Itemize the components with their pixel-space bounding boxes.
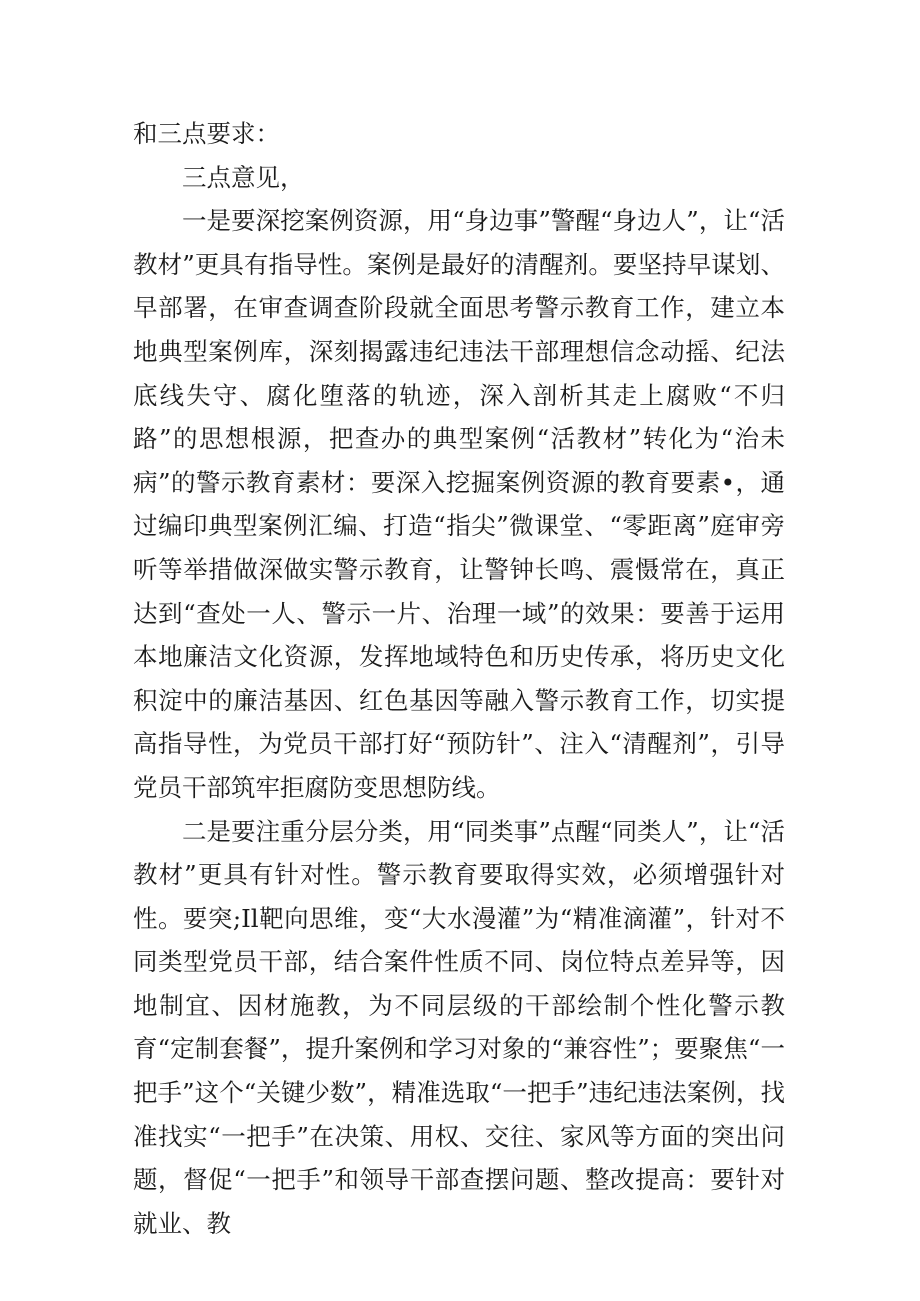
paragraph-2: 二是要注重分层分类，用“同类事”点醒“同类人”，让“活教材”更具有针对性。警示教育要取得实效，必须增强针对性。要突;Il靶向思维，变“大水漫灌”为“精准滴灌”，针对不同类型党员干部，结合案件性质不同、岗位特点差异等，因地制宜、因材施教，为不同层级的干部绘制个性化警示教育“定制套餐”，提升案例和学习对象的“兼容性”；要聚焦“一把手”这个“关键少数”，精准选取“一把手”违纪违法案例，找准找实“一把手”在决策、用权、交往、家风等方面的突出问题，督促“一把手”和领导干部查摆问题、整改提高：要针对就业、教 [133, 816, 785, 1238]
document-body [133, 112, 785, 1245]
intro-line: 和三点要求： [133, 119, 280, 148]
paragraph-1: 一是要深挖案例资源，用“身边事”警醒“身边人”，让“活教材”更具有指导性。案例是最好的清醒剂。要坚持早谋划、早部署，在审查调查阶段就全面思考警示教育工作，建立本地典型案例库，深刻揭露违纪违法干部理想信念动摇、纪法底线失守、腐化堕落的轨迹，深入剖析其走上腐败“不归路”的思想根源，把查办的典型案例“活教材”转化为“治未病”的警示教育素材：要深入挖掘案例资源的教育要素•，通过编印典型案例汇编、打造“指尖”微课堂、“零距离”庭审旁听等举措做深做实警示教育，让警钟长鸣、震慑常在，真正达到“查处一人、警示一片、治理一域”的效果：要善于运用本地廉洁文化资源，发挥地域特色和历史传承，将历史文化积淀中的廉洁基因、红色基因等融入警示教育工作，切实提高指导性，为党员干部打好“预防针”、注入“清醒剂”，引导党员干部筑牢拒腐防变思想防线。 [133, 206, 785, 802]
section-heading: 三点意见， [182, 162, 305, 192]
